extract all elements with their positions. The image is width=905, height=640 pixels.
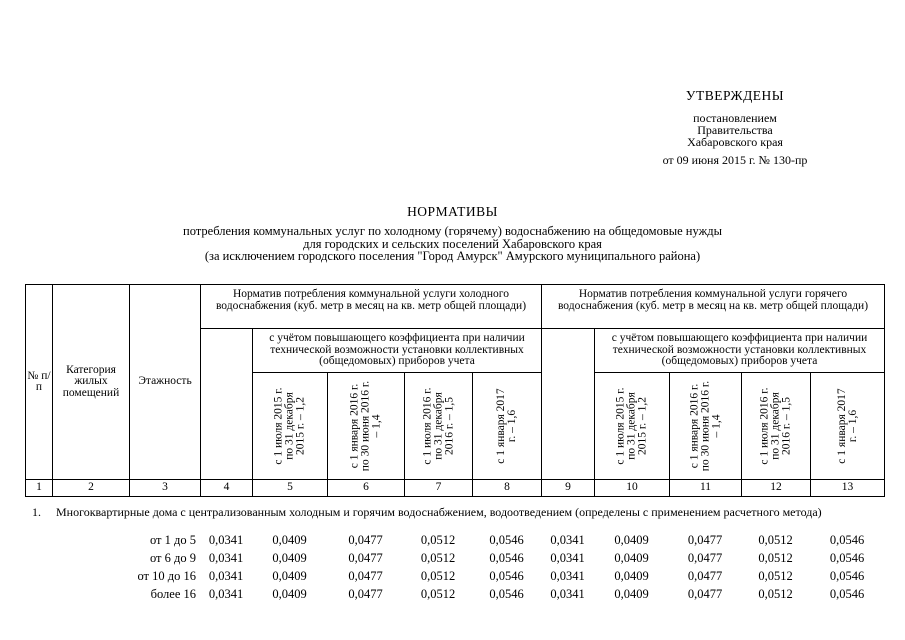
header-hot-period-4: с 1 января 2017 г. – 1,6 bbox=[811, 373, 885, 480]
row-value: 0,0546 bbox=[489, 532, 524, 547]
column-number-1: 1 bbox=[26, 480, 53, 497]
row-value: 0,0477 bbox=[687, 532, 723, 547]
column-number-7: 7 bbox=[405, 480, 473, 497]
row-floors: от 1 до 5 bbox=[149, 532, 196, 547]
row-value: 0,0546 bbox=[829, 532, 865, 547]
row-value: 0,0409 bbox=[272, 550, 307, 565]
row-value: 0,0546 bbox=[829, 568, 865, 583]
column-number-4: 4 bbox=[201, 480, 253, 497]
column-number-9: 9 bbox=[542, 480, 595, 497]
approval-line-2: Правительства bbox=[697, 123, 773, 137]
row-value: 0,0546 bbox=[489, 586, 524, 601]
header-cold-period-1: с 1 июля 2015 г. по 31 декабря 2015 г. – 1,2 bbox=[253, 373, 328, 480]
row-floors: от 6 до 9 bbox=[149, 550, 196, 565]
row-value: 0,0512 bbox=[758, 568, 793, 583]
table-row bbox=[25, 567, 884, 585]
column-number-6: 6 bbox=[328, 480, 405, 497]
row-value: 0,0512 bbox=[420, 568, 456, 583]
row-value: 0,0341 bbox=[208, 532, 244, 547]
row-value: 0,0546 bbox=[489, 550, 524, 565]
row-value: 0,0512 bbox=[420, 586, 456, 601]
row-value: 0,0477 bbox=[348, 586, 383, 601]
header-hot-base bbox=[542, 329, 595, 480]
column-number-8: 8 bbox=[473, 480, 542, 497]
header-hot-period-2: с 1 января 2016 г. по 30 июня 2016 г. – 1,4 bbox=[670, 373, 742, 480]
table-row bbox=[25, 585, 884, 603]
row-value: 0,0546 bbox=[489, 568, 524, 583]
row-value: 0,0409 bbox=[614, 586, 649, 601]
row-empty-cell bbox=[25, 567, 52, 585]
row-empty-cell bbox=[25, 531, 52, 549]
row-empty-cell bbox=[52, 549, 129, 567]
approval-title: УТВЕРЖДЕНЫ bbox=[685, 88, 785, 103]
header-hot-period-3: с 1 июля 2016 г. по 31 декабря 2016 г. – 1,5 bbox=[742, 373, 811, 480]
row-value: 0,0409 bbox=[614, 568, 649, 583]
document-subtitle bbox=[60, 225, 845, 263]
row-value: 0,0512 bbox=[758, 586, 793, 601]
table-row bbox=[25, 531, 884, 549]
row-value: 0,0341 bbox=[550, 532, 585, 547]
row-value: 0,0409 bbox=[272, 586, 307, 601]
approval-block bbox=[620, 90, 850, 166]
header-number: № п/п bbox=[26, 285, 53, 480]
row-value: 0,0512 bbox=[420, 532, 456, 547]
row-value: 0,0477 bbox=[348, 568, 383, 583]
column-number-11: 11 bbox=[670, 480, 742, 497]
row-empty-cell bbox=[52, 531, 129, 549]
header-cold-period-3: с 1 июля 2016 г. по 31 декабря 2016 г. – 1,5 bbox=[405, 373, 473, 480]
header-cold-period-4: с 1 января 2017 г. – 1,6 bbox=[473, 373, 542, 480]
document-subtitle-line-1: потребления коммунальных услуг по холодному (горячему) водоснабжению на общедомовые нужды bbox=[183, 224, 722, 238]
row-value: 0,0341 bbox=[550, 550, 585, 565]
approval-line-3: Хабаровского края bbox=[687, 135, 783, 149]
header-category: Категория жилых помещений bbox=[53, 285, 130, 480]
row-value: 0,0477 bbox=[348, 532, 383, 547]
row-empty-cell bbox=[52, 585, 129, 603]
row-value: 0,0409 bbox=[272, 568, 307, 583]
row-value: 0,0512 bbox=[758, 532, 793, 547]
document-subtitle-line-2: для городских и сельских поселений Хабаровского края bbox=[303, 236, 602, 251]
row-value: 0,0409 bbox=[614, 532, 649, 547]
header-floors: Этажность bbox=[130, 285, 201, 480]
row-value: 0,0512 bbox=[420, 550, 456, 565]
row-value: 0,0341 bbox=[550, 568, 585, 583]
section-text: Многоквартирные дома с централизованным холодным и горячим водоснабжением, водоотведением (определены с применением расчетного метода) bbox=[56, 505, 822, 519]
header-cold-period-2: с 1 января 2016 г. по 30 июня 2016 г. – 1,4 bbox=[328, 373, 405, 480]
header-cold-water: Норматив потребления коммунальной услуги холодного водоснабжения (куб. метр в месяц на кв. метр общей площади) bbox=[201, 285, 542, 329]
header-hot-coefficient: с учётом повышающего коэффициента при наличии технической возможности установки коллективных (общедомовых) приборов учета bbox=[595, 329, 885, 373]
header-cold-coefficient: с учётом повышающего коэффициента при наличии технической возможности установки коллективных (общедомовых) приборов учета bbox=[253, 329, 542, 373]
header-hot-water: Норматив потребления коммунальной услуги горячего водоснабжения (куб. метр в месяц на кв. метр общей площади) bbox=[542, 285, 885, 329]
norms-table-body bbox=[25, 531, 884, 603]
row-value: 0,0477 bbox=[687, 586, 723, 601]
table-row bbox=[25, 549, 884, 567]
section-number: 1. bbox=[32, 505, 41, 519]
row-value: 0,0409 bbox=[272, 532, 307, 547]
row-empty-cell bbox=[25, 549, 52, 567]
row-value: 0,0546 bbox=[829, 586, 865, 601]
row-value: 0,0341 bbox=[208, 568, 244, 583]
column-number-2: 2 bbox=[53, 480, 130, 497]
row-floors: более 16 bbox=[150, 586, 196, 601]
column-number-10: 10 bbox=[595, 480, 670, 497]
norms-table-header bbox=[25, 284, 885, 497]
row-value: 0,0512 bbox=[758, 550, 793, 565]
document-subtitle-line-3: (за исключением городского поселения "Город Амурск" Амурского муниципального района) bbox=[204, 249, 701, 263]
column-number-3: 3 bbox=[130, 480, 201, 497]
row-floors: от 10 до 16 bbox=[137, 568, 196, 583]
row-value: 0,0409 bbox=[614, 550, 649, 565]
column-number-13: 13 bbox=[811, 480, 885, 497]
row-empty-cell bbox=[25, 585, 52, 603]
column-number-5: 5 bbox=[253, 480, 328, 497]
row-empty-cell bbox=[52, 567, 129, 585]
header-hot-period-1: с 1 июля 2015 г. по 31 декабря 2015 г. – 1,2 bbox=[595, 373, 670, 480]
header-cold-base bbox=[201, 329, 253, 480]
row-value: 0,0341 bbox=[550, 586, 585, 601]
row-value: 0,0546 bbox=[829, 550, 865, 565]
column-number-12: 12 bbox=[742, 480, 811, 497]
row-value: 0,0341 bbox=[208, 586, 244, 601]
row-value: 0,0477 bbox=[687, 568, 723, 583]
row-value: 0,0477 bbox=[687, 550, 723, 565]
approval-line-4: от 09 июня 2015 г. № 130-пр bbox=[662, 153, 808, 167]
document-title: НОРМАТИВЫ bbox=[407, 204, 498, 219]
row-value: 0,0341 bbox=[208, 550, 244, 565]
approval-line-1: постановлением bbox=[693, 111, 777, 125]
row-value: 0,0477 bbox=[348, 550, 383, 565]
